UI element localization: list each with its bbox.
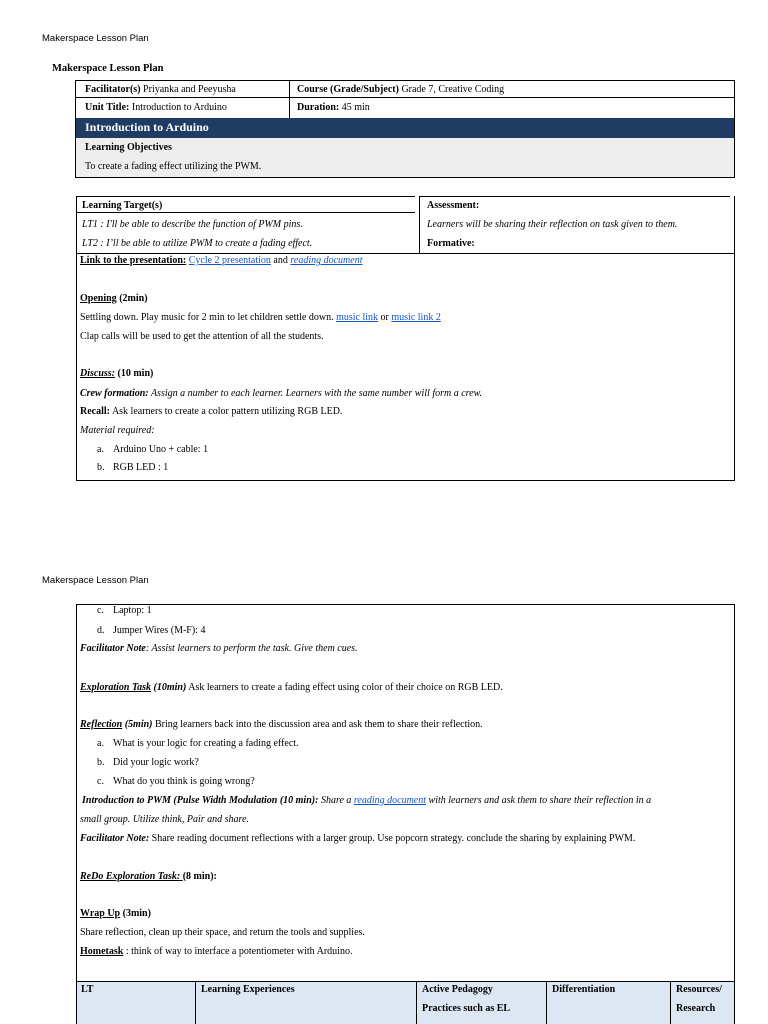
column-header-active-pedagogy: Active Pedagogy xyxy=(422,984,493,995)
exploration-task: Exploration Task (10min) Ask learners to create a fading effect using color of their choice on RGB LED. xyxy=(80,682,503,693)
section-banner: Introduction to Arduino xyxy=(76,118,734,138)
column-header-learning-experiences: Learning Experiences xyxy=(201,984,295,995)
discuss-heading: Discuss: (10 min) xyxy=(80,368,154,379)
hometask-text: Hometask : think of way to interface a potentiometer with Arduino. xyxy=(80,946,353,957)
list-item: c. Laptop: 1 xyxy=(97,605,152,616)
opening-text: Settling down. Play music for 2 min to let children settle down. music link or music link 2 xyxy=(80,312,441,323)
page-header: Makerspace Lesson Plan xyxy=(42,33,149,44)
column-header-lt: LT xyxy=(81,984,94,995)
document-title: Makerspace Lesson Plan xyxy=(52,63,164,74)
material-required-label: Material required: xyxy=(80,425,155,436)
pwm-intro-continued: small group. Utilize think, Pair and share. xyxy=(80,814,249,825)
recall-text: Recall: Ask learners to create a color pattern utilizing RGB LED. xyxy=(80,406,343,417)
facilitator-note-2: Facilitator Note: Share reading document reflections with a larger group. Use popcorn strategy. conclude the sharing by explaining PWM. xyxy=(80,833,636,844)
column-header-active-pedagogy-line2: Practices such as EL xyxy=(422,1003,511,1014)
column-header-resources: Resources/ xyxy=(676,984,722,995)
assessment-text: Learners will be sharing their reflection on task given to them. xyxy=(427,219,678,230)
duration-field: Duration: 45 min xyxy=(297,102,370,113)
list-item: d. Jumper Wires (M-F): 4 xyxy=(97,625,206,636)
column-header-differentiation: Differentiation xyxy=(552,984,616,995)
list-item: c. What do you think is going wrong? xyxy=(97,776,255,787)
reading-document-link[interactable]: reading document xyxy=(290,255,363,266)
assessment-label: Assessment: xyxy=(427,200,480,211)
list-item: a. What is your logic for creating a fading effect. xyxy=(97,738,299,749)
clap-calls-text: Clap calls will be used to get the attention of all the students. xyxy=(80,331,324,342)
pwm-intro: Introduction to PWM (Pulse Width Modulation (10 min): Share a reading document with learners and ask them to share their reflection in a xyxy=(82,795,652,806)
redo-exploration-heading: ReDo Exploration Task: (8 min): xyxy=(80,871,217,882)
music-link-2[interactable]: music link 2 xyxy=(391,312,441,323)
list-item: a. Arduino Uno + cable: 1 xyxy=(97,444,209,455)
objectives-text: To create a fading effect utilizing the PWM. xyxy=(85,161,262,172)
facilitator-note-1: Facilitator Note: Assist learners to perform the task. Give them cues. xyxy=(80,643,358,654)
page-header: Makerspace Lesson Plan xyxy=(42,575,149,586)
learning-target-2: LT2 : I’ll be able to utilize PWM to create a fading effect. xyxy=(82,238,313,249)
crew-formation-text: Crew formation: Assign a number to each learner. Learners with the same number will form a crew. xyxy=(80,388,483,399)
wrap-up-heading: Wrap Up (3min) xyxy=(80,908,151,919)
presentation-row: Link to the presentation: Cycle 2 presentation and reading document xyxy=(80,255,363,266)
list-item: b. Did your logic work? xyxy=(97,757,199,768)
learning-targets-header: Learning Target(s) xyxy=(82,200,163,211)
reflection-heading: Reflection (5min) Bring learners back into the discussion area and ask them to share their reflection. xyxy=(80,719,483,730)
formative-label: Formative: xyxy=(427,238,475,249)
opening-heading: Opening (2min) xyxy=(80,293,148,304)
learning-target-1: LT1 : I'll be able to describe the function of PWM pins. xyxy=(82,219,303,230)
pwm-reading-document-link[interactable]: reading document xyxy=(353,795,427,806)
list-item: b. RGB LED : 1 xyxy=(97,462,169,473)
course-field: Course (Grade/Subject) Grade 7, Creative Coding xyxy=(297,84,505,95)
facilitator-field: Facilitator(s) Priyanka and Peeyusha xyxy=(85,84,236,95)
unit-title-field: Unit Title: Introduction to Arduino xyxy=(85,102,227,113)
column-header-research: Research xyxy=(676,1003,716,1014)
presentation-link[interactable]: Cycle 2 presentation xyxy=(188,255,271,266)
wrap-up-text: Share reflection, clean up their space, and return the tools and supplies. xyxy=(80,927,365,938)
music-link-1[interactable]: music link xyxy=(336,312,379,323)
objectives-label: Learning Objectives xyxy=(85,142,172,153)
